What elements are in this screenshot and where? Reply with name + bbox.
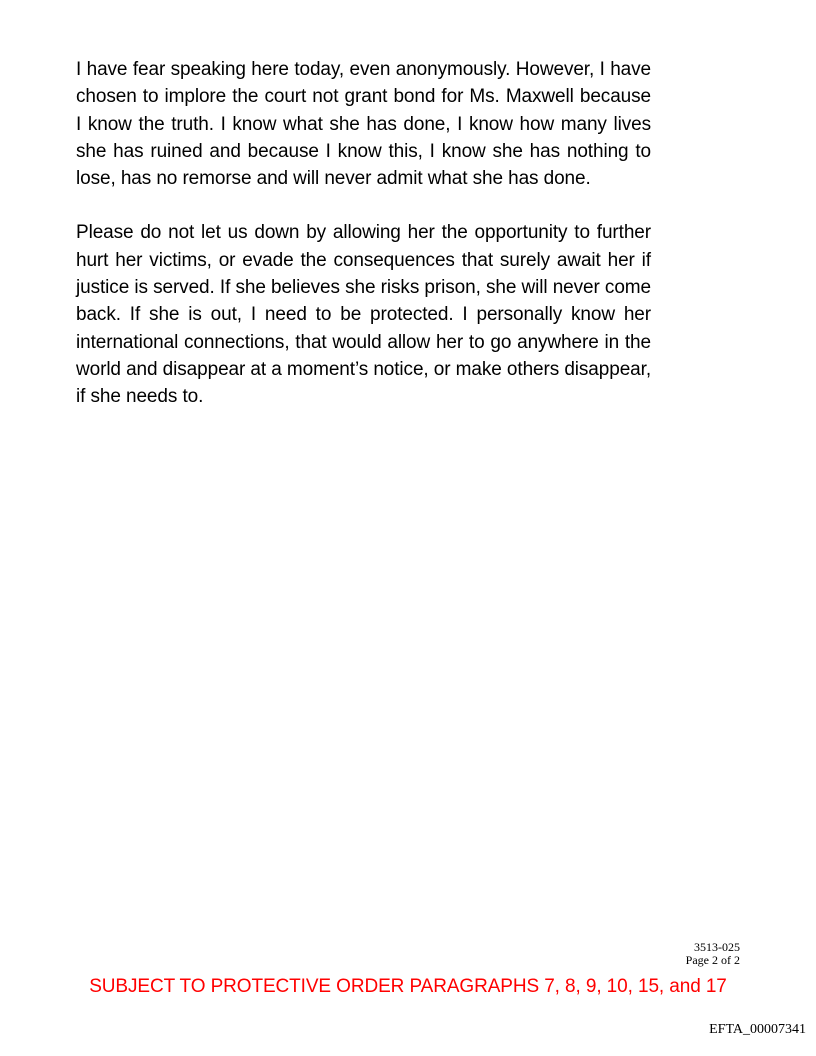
page-identifier <box>686 941 740 967</box>
statement-paragraph-2: Please do not let us down by allowing her the opportunity to further hurt her victims, or evade the consequences that surely await her if justice is served. If she believes she risks prison, she will never come back. If she is out, I need to be protected. I personally know her international connections, that would allow her to go anywhere in the world and disappear at a moment’s notice, or make others disappear, if she needs to. <box>76 222 651 408</box>
protective-order-notice: SUBJECT TO PROTECTIVE ORDER PARAGRAPHS 7, 8, 9, 10, 15, and 17 <box>89 976 727 997</box>
page-number: Page 2 of 2 <box>685 953 740 967</box>
document-body <box>76 56 651 411</box>
bates-number: EFTA_00007341 <box>709 1022 806 1037</box>
document-id: 3513-025 <box>694 940 740 954</box>
statement-paragraph-1: I have fear speaking here today, even anonymously. However, I have chosen to implore the court not grant bond for Ms. Maxwell because I know the truth. I know what she has done, I know how many lives she has ruined and because I know this, I know she has nothing to lose, has no remorse and will never admit what she has done. <box>76 59 651 190</box>
